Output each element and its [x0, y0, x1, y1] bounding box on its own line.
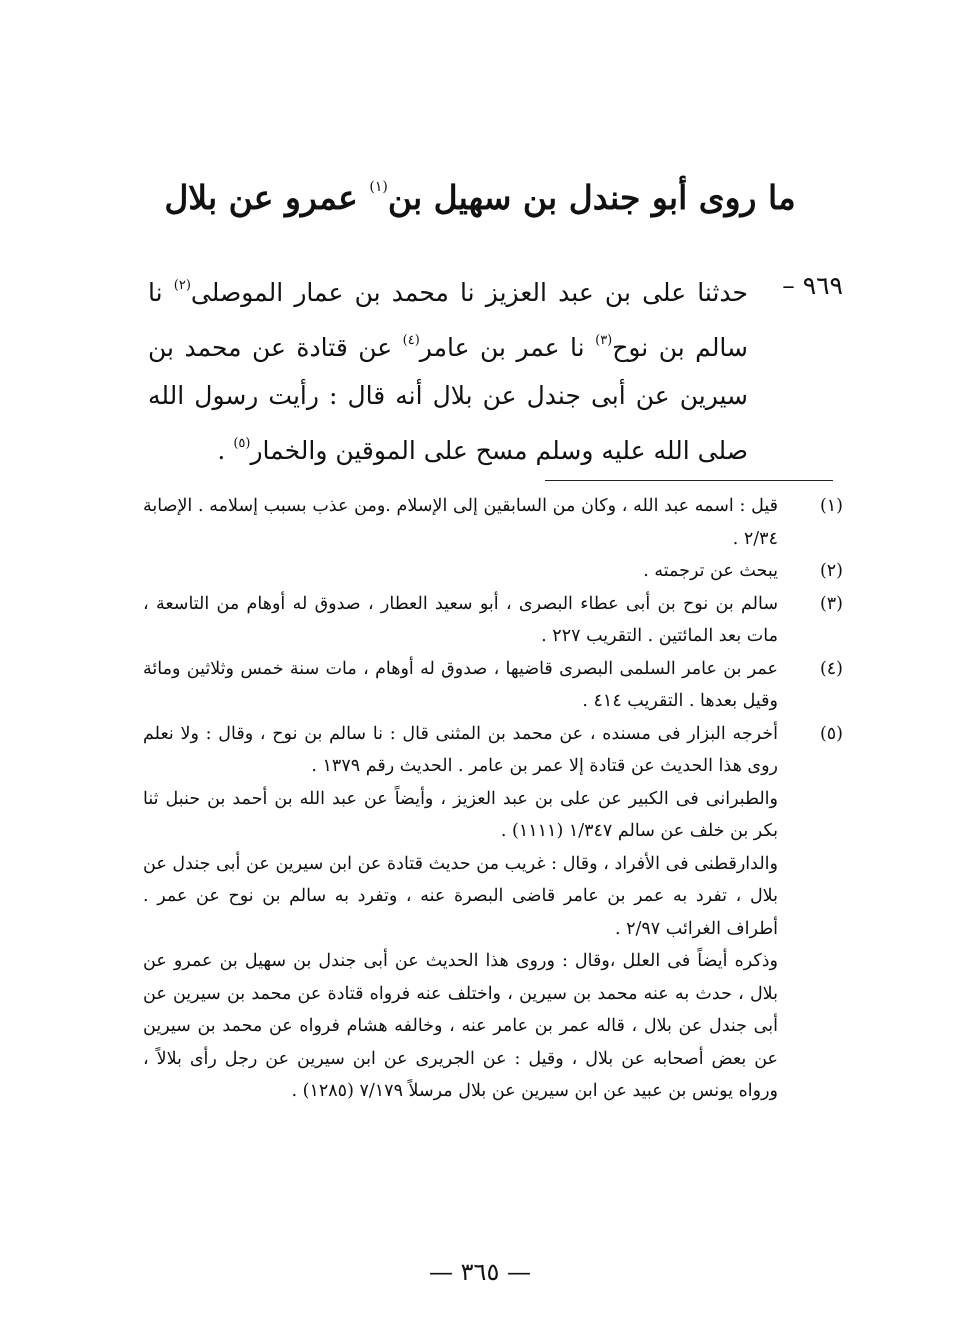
hadith-text-part: حدثنا على بن عبد العزيز نا محمد بن عمار الموصلى [190, 278, 748, 307]
footnote-paragraph: سالم بن نوح بن أبى عطاء البصرى ، أبو سعيد العطار ، صدوق له أوهام من التاسعة ، مات بعد المائتين . التقريب ٢٢٧ . [143, 593, 778, 646]
footnote-paragraph: والطبرانى فى الكبير عن على بن عبد العزيز ، وأيضاً عن عبد الله بن أحمد بن حنبل ثنا بكر بن خلف عن سالم ١/٣٤٧ (١١١١) . [143, 788, 778, 841]
hadith-number: ٩٦٩ – [782, 271, 843, 300]
footnote-ref-2: (٢) [173, 278, 191, 293]
footnote-number: (٢) [819, 561, 843, 581]
footnote-paragraph: يبحث عن ترجمته . [643, 561, 778, 581]
hadith-text-part: نا عمر بن عامر [419, 333, 596, 362]
footnote-paragraph: عمر بن عامر السلمى البصرى قاضيها ، صدوق له أوهام ، مات سنة خمس وثلاثين ومائة وقيل بعدها . التقريب ٤١٤ . [143, 658, 778, 711]
footnote-text [143, 718, 778, 1108]
footnote-paragraph: أخرجه البزار فى مسنده ، عن محمد بن المثنى قال : نا سالم بن نوح ، وقال : ولا نعلم روى هذا الحديث عن قتادة إلا عمر بن عامر . الحديث رقم ١٣٧٩ . [143, 723, 778, 776]
footnote-number: (٥) [819, 723, 843, 744]
footnote [143, 718, 843, 1108]
footnote-separator [545, 480, 833, 481]
footnotes [143, 490, 843, 1108]
hadith-text-part: نا سالم بن نوح [148, 278, 748, 362]
hadith-text-part: عن قتادة عن محمد بن سيرين عن أبى جندل عن بلال أنه قال : رأيت رسول الله صلى الله عليه وسلم مسح على الموقين والخمار [148, 333, 748, 465]
footnote-text [143, 653, 778, 718]
footnote-paragraph: قيل : اسمه عبد الله ، وكان من السابقين إلى الإسلام .ومن عذب بسبب إسلامه . الإصابة ٢/٣٤ . [143, 496, 778, 549]
chapter-heading [150, 160, 810, 225]
footnote-ref-1: (١) [369, 179, 388, 195]
heading-text-end: عمرو عن بلال [164, 178, 370, 217]
hadith-text [148, 262, 748, 475]
footnote-text [143, 555, 778, 588]
footnote-ref-4: (٤) [402, 333, 420, 348]
footnote-number: (٣) [819, 593, 843, 614]
footnote [143, 588, 843, 653]
heading-text-start: ما روى أبو جندل بن سهيل بن [387, 178, 796, 217]
footnote-ref-3: (٣) [595, 333, 613, 348]
footnote [143, 490, 843, 555]
footnote [143, 653, 843, 718]
footnote [143, 555, 843, 588]
page-number: — ٣٦٥ — [429, 1258, 531, 1286]
footnote-text [143, 588, 778, 653]
footnote-ref-5: (٥) [233, 436, 251, 451]
footnote-number: (١) [819, 496, 843, 516]
footnote-paragraph: وذكره أيضاً فى العلل ،وقال : وروى هذا الحديث عن أبى جندل بن سهيل بن عمرو عن بلال ، حدث به عنه محمد بن سيرين ، واختلف عنه فرواه قتادة عن محمد بن سيرين عن أبى جندل عن بلال ، قاله عمر بن عامر عنه ، وخالفه هشام فرواه عن محمد بن سيرين عن بعض أصحابه عن بلال ، وقيل : عن الجريرى عن ابن سيرين عن رجل رأى بلالاً ، ورواه يونس بن عبيد عن ابن سيرين عن بلال مرسلاً ٧/١٧٩ (١٢٨٥) . [143, 951, 778, 1101]
footnote-text [143, 490, 778, 555]
hadith-text-part: . [217, 436, 234, 465]
footnote-number: (٤) [819, 658, 843, 679]
footnote-paragraph: والدارقطنى فى الأفراد ، وقال : غريب من حديث قتادة عن ابن سيرين عن أبى جندل عن بلال ، تفرد به عمر بن عامر قاضى البصرة عنه ، وتفرد به سالم بن نوح عن عمر . أطراف الغرائب ٢/٩٧ . [143, 853, 778, 939]
